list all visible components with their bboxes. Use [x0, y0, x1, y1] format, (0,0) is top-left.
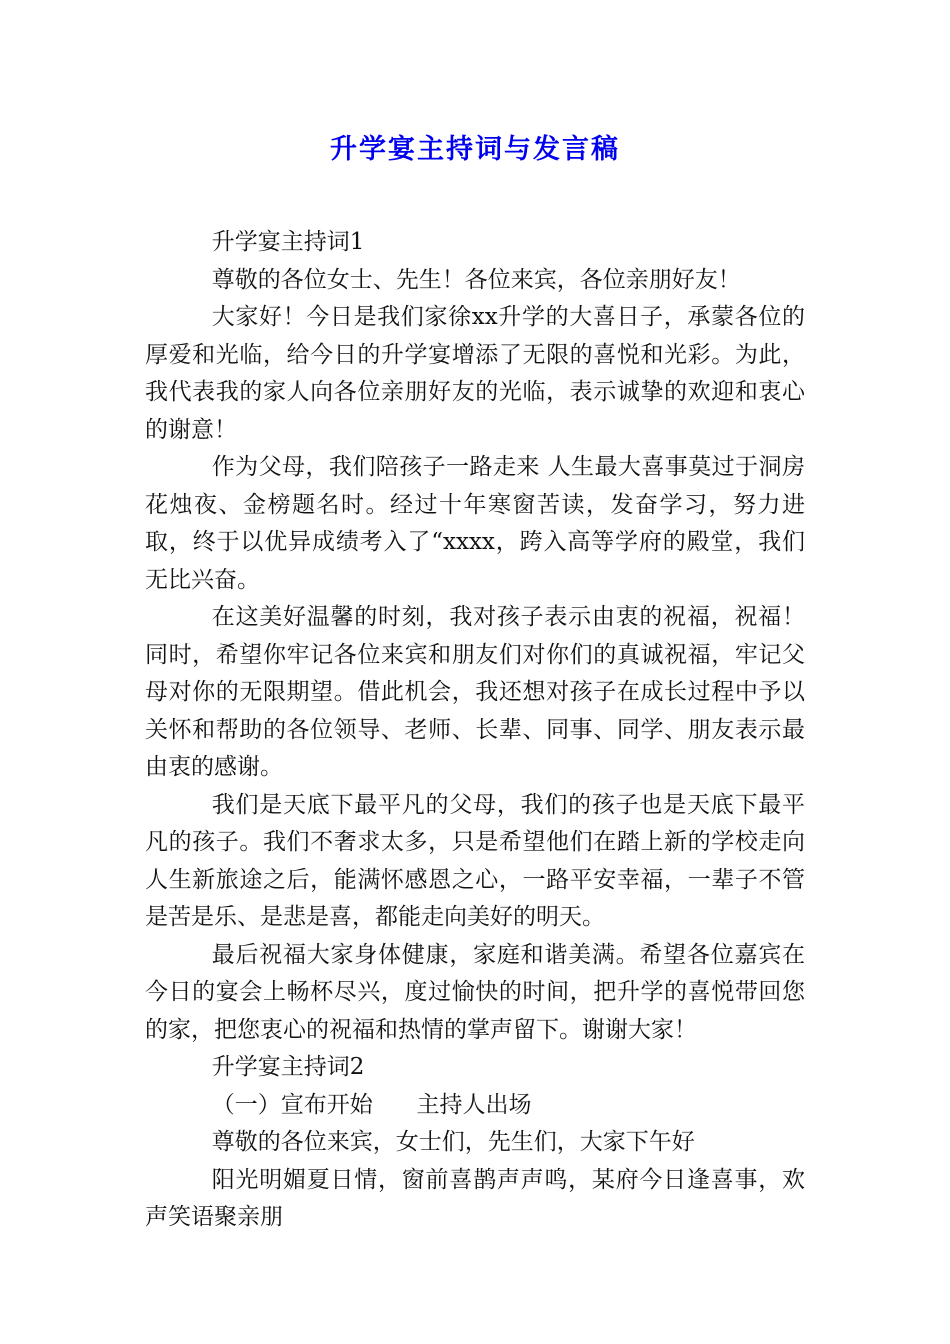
paragraph: 我们是天底下最平凡的父母，我们的孩子也是天底下最平凡的孩子。我们不奢求太多，只是希望他们在踏上新的学校走向人生新旅途之后，能满怀感恩之心，一路平安幸福，一辈子不管是苦是乐、是悲是喜，都能走向美好的明天。 — [145, 791, 805, 930]
paragraph: 最后祝福大家身体健康，家庭和谐美满。希望各位嘉宾在今日的宴会上畅杯尽兴，度过愉快的时间，把升学的喜悦带回您的家，把您衷心的祝福和热情的掌声留下。谢谢大家！ — [145, 941, 805, 1043]
subsection-heading: （一）宣布开始 主持人出场 — [211, 1091, 532, 1118]
document-title: 升学宴主持词与发言稿 — [330, 134, 620, 165]
paragraph: 阳光明媚夏日情，窗前喜鹊声声鸣，某府今日逢喜事，欢声笑语聚亲朋 — [145, 1166, 805, 1230]
document-body — [145, 224, 805, 1237]
section-heading-2: 升学宴主持词2 — [211, 1054, 365, 1080]
paragraph: 在这美好温馨的时刻，我对孩子表示由衷的祝福，祝福！同时，希望你牢记各位来宾和朋友们对你们的真诚祝福，牢记父母对你的无限期望。借此机会，我还想对孩子在成长过程中予以关怀和帮助的各位领导、老师、长辈、同事、同学、朋友表示最由衷的感谢。 — [145, 604, 805, 780]
paragraph: 尊敬的各位来宾，女士们，先生们，大家下午好 — [211, 1129, 695, 1155]
paragraph-greeting: 尊敬的各位女士、先生！各位来宾，各位亲朋好友！ — [211, 266, 741, 293]
paragraph: 作为父母，我们陪孩子一路走来 人生最大喜事莫过于洞房花烛夜、金榜题名时。经过十年寒窗苦读，发奋学习，努力进取，终于以优异成绩考入了“xxxx，跨入高等学府的殿堂，我们无比兴奋。 — [145, 454, 805, 593]
section-heading-1: 升学宴主持词1 — [211, 229, 365, 255]
paragraph: 大家好！今日是我们家徐xx升学的大喜日子，承蒙各位的厚爱和光临，给今日的升学宴增添了无限的喜悦和光彩。为此，我代表我的家人向各位亲朋好友的光临，表示诚挚的欢迎和衷心的谢意！ — [145, 304, 805, 443]
